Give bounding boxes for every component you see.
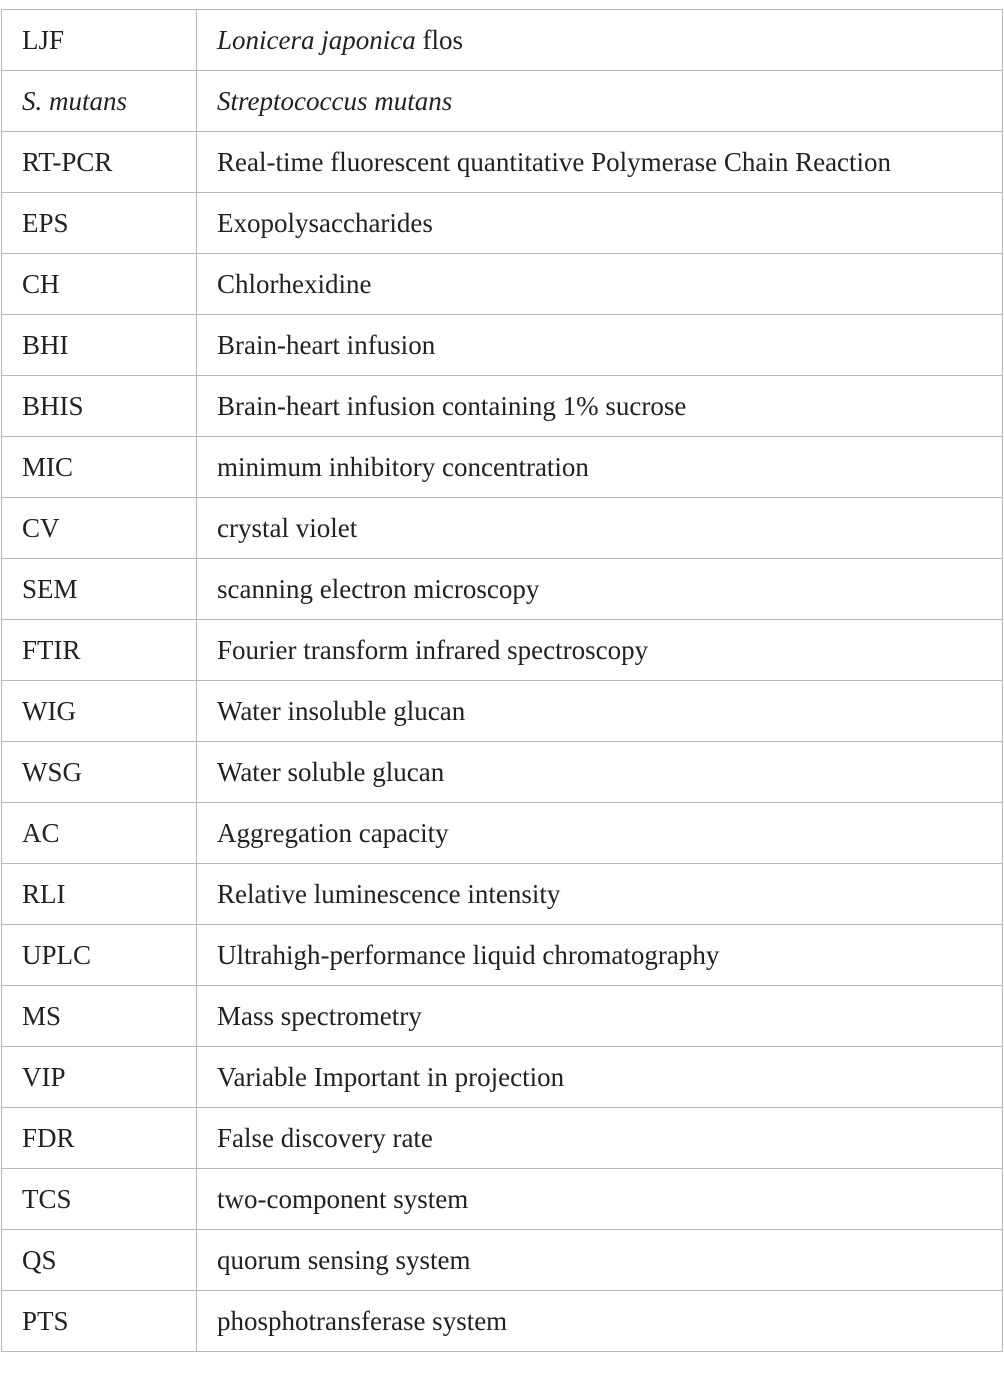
definition-cell xyxy=(197,681,1003,742)
abbreviation-cell: S. mutans xyxy=(2,71,197,132)
definition-text: False discovery rate xyxy=(217,1122,433,1153)
definition-text: Real-time fluorescent quantitative Polymerase Chain Reaction xyxy=(217,146,892,177)
definition-text: Relative luminescence intensity xyxy=(217,878,561,909)
table-row xyxy=(2,437,1003,498)
table-row xyxy=(2,925,1003,986)
definition-text: Water insoluble glucan xyxy=(217,695,466,726)
abbreviation-cell: TCS xyxy=(2,1169,197,1230)
definition-cell xyxy=(197,10,1003,71)
definition-cell xyxy=(197,864,1003,925)
definition-cell xyxy=(197,1047,1003,1108)
table-row xyxy=(2,1169,1003,1230)
definition-text: Water soluble glucan xyxy=(217,756,445,787)
definition-text: phosphotransferase system xyxy=(217,1305,508,1336)
definition-text: Fourier transform infrared spectroscopy xyxy=(217,634,649,665)
abbreviations-table-body xyxy=(2,10,1003,1352)
table-row xyxy=(2,559,1003,620)
definition-cell xyxy=(197,620,1003,681)
abbreviation-cell: PTS xyxy=(2,1291,197,1352)
abbreviation-cell: QS xyxy=(2,1230,197,1291)
definition-text: Variable Important in projection xyxy=(217,1061,565,1092)
abbreviation-cell: MIC xyxy=(2,437,197,498)
abbreviation-cell: CH xyxy=(2,254,197,315)
definition-text: Mass spectrometry xyxy=(217,1000,422,1031)
definition-text: two-component system xyxy=(217,1183,469,1214)
table-row xyxy=(2,376,1003,437)
definition-cell xyxy=(197,315,1003,376)
abbreviation-cell: EPS xyxy=(2,193,197,254)
abbreviation-cell: CV xyxy=(2,498,197,559)
table-row xyxy=(2,498,1003,559)
definition-italic-text: Streptococcus mutans xyxy=(217,85,453,116)
definition-cell xyxy=(197,742,1003,803)
definition-cell xyxy=(197,1291,1003,1352)
table-row xyxy=(2,681,1003,742)
abbreviation-cell: BHI xyxy=(2,315,197,376)
table-row xyxy=(2,71,1003,132)
table-row xyxy=(2,132,1003,193)
definition-cell xyxy=(197,193,1003,254)
definition-text: Ultrahigh-performance liquid chromatography xyxy=(217,939,720,970)
table-row xyxy=(2,742,1003,803)
definition-cell xyxy=(197,1108,1003,1169)
table-row xyxy=(2,1108,1003,1169)
abbreviation-cell: VIP xyxy=(2,1047,197,1108)
definition-text: Chlorhexidine xyxy=(217,268,372,299)
table-row xyxy=(2,803,1003,864)
definition-cell xyxy=(197,498,1003,559)
definition-cell xyxy=(197,1230,1003,1291)
definition-cell xyxy=(197,71,1003,132)
abbreviation-cell: RT-PCR xyxy=(2,132,197,193)
definition-text: minimum inhibitory concentration xyxy=(217,451,589,482)
abbreviation-cell: WSG xyxy=(2,742,197,803)
abbreviation-cell: SEM xyxy=(2,559,197,620)
table-row xyxy=(2,193,1003,254)
table-row xyxy=(2,620,1003,681)
definition-text: Aggregation capacity xyxy=(217,817,449,848)
table-row xyxy=(2,864,1003,925)
abbreviation-cell: LJF xyxy=(2,10,197,71)
definition-italic-text: Lonicera japonica xyxy=(217,24,416,55)
table-row xyxy=(2,1047,1003,1108)
abbreviation-cell: WIG xyxy=(2,681,197,742)
definition-cell xyxy=(197,986,1003,1047)
definition-text: quorum sensing system xyxy=(217,1244,471,1275)
definition-text: flos xyxy=(415,24,463,55)
definition-cell xyxy=(197,376,1003,437)
abbreviation-cell: AC xyxy=(2,803,197,864)
table-row xyxy=(2,315,1003,376)
table-row xyxy=(2,254,1003,315)
definition-text: Brain-heart infusion xyxy=(217,329,436,360)
definition-text: crystal violet xyxy=(217,512,358,543)
abbreviation-cell: FTIR xyxy=(2,620,197,681)
abbreviation-cell: RLI xyxy=(2,864,197,925)
table-row xyxy=(2,10,1003,71)
abbreviations-table xyxy=(1,9,1003,1352)
definition-text: Exopolysaccharides xyxy=(217,207,433,238)
table-row xyxy=(2,986,1003,1047)
abbreviation-cell: FDR xyxy=(2,1108,197,1169)
definition-cell xyxy=(197,803,1003,864)
definition-cell xyxy=(197,254,1003,315)
definition-cell xyxy=(197,559,1003,620)
definition-cell xyxy=(197,437,1003,498)
table-row xyxy=(2,1230,1003,1291)
definition-cell xyxy=(197,132,1003,193)
definition-text: Brain-heart infusion containing 1% sucrose xyxy=(217,390,687,421)
definition-cell xyxy=(197,925,1003,986)
definition-cell xyxy=(197,1169,1003,1230)
definition-text: scanning electron microscopy xyxy=(217,573,540,604)
abbreviation-cell: UPLC xyxy=(2,925,197,986)
table-row xyxy=(2,1291,1003,1352)
abbreviation-cell: BHIS xyxy=(2,376,197,437)
abbreviation-cell: MS xyxy=(2,986,197,1047)
